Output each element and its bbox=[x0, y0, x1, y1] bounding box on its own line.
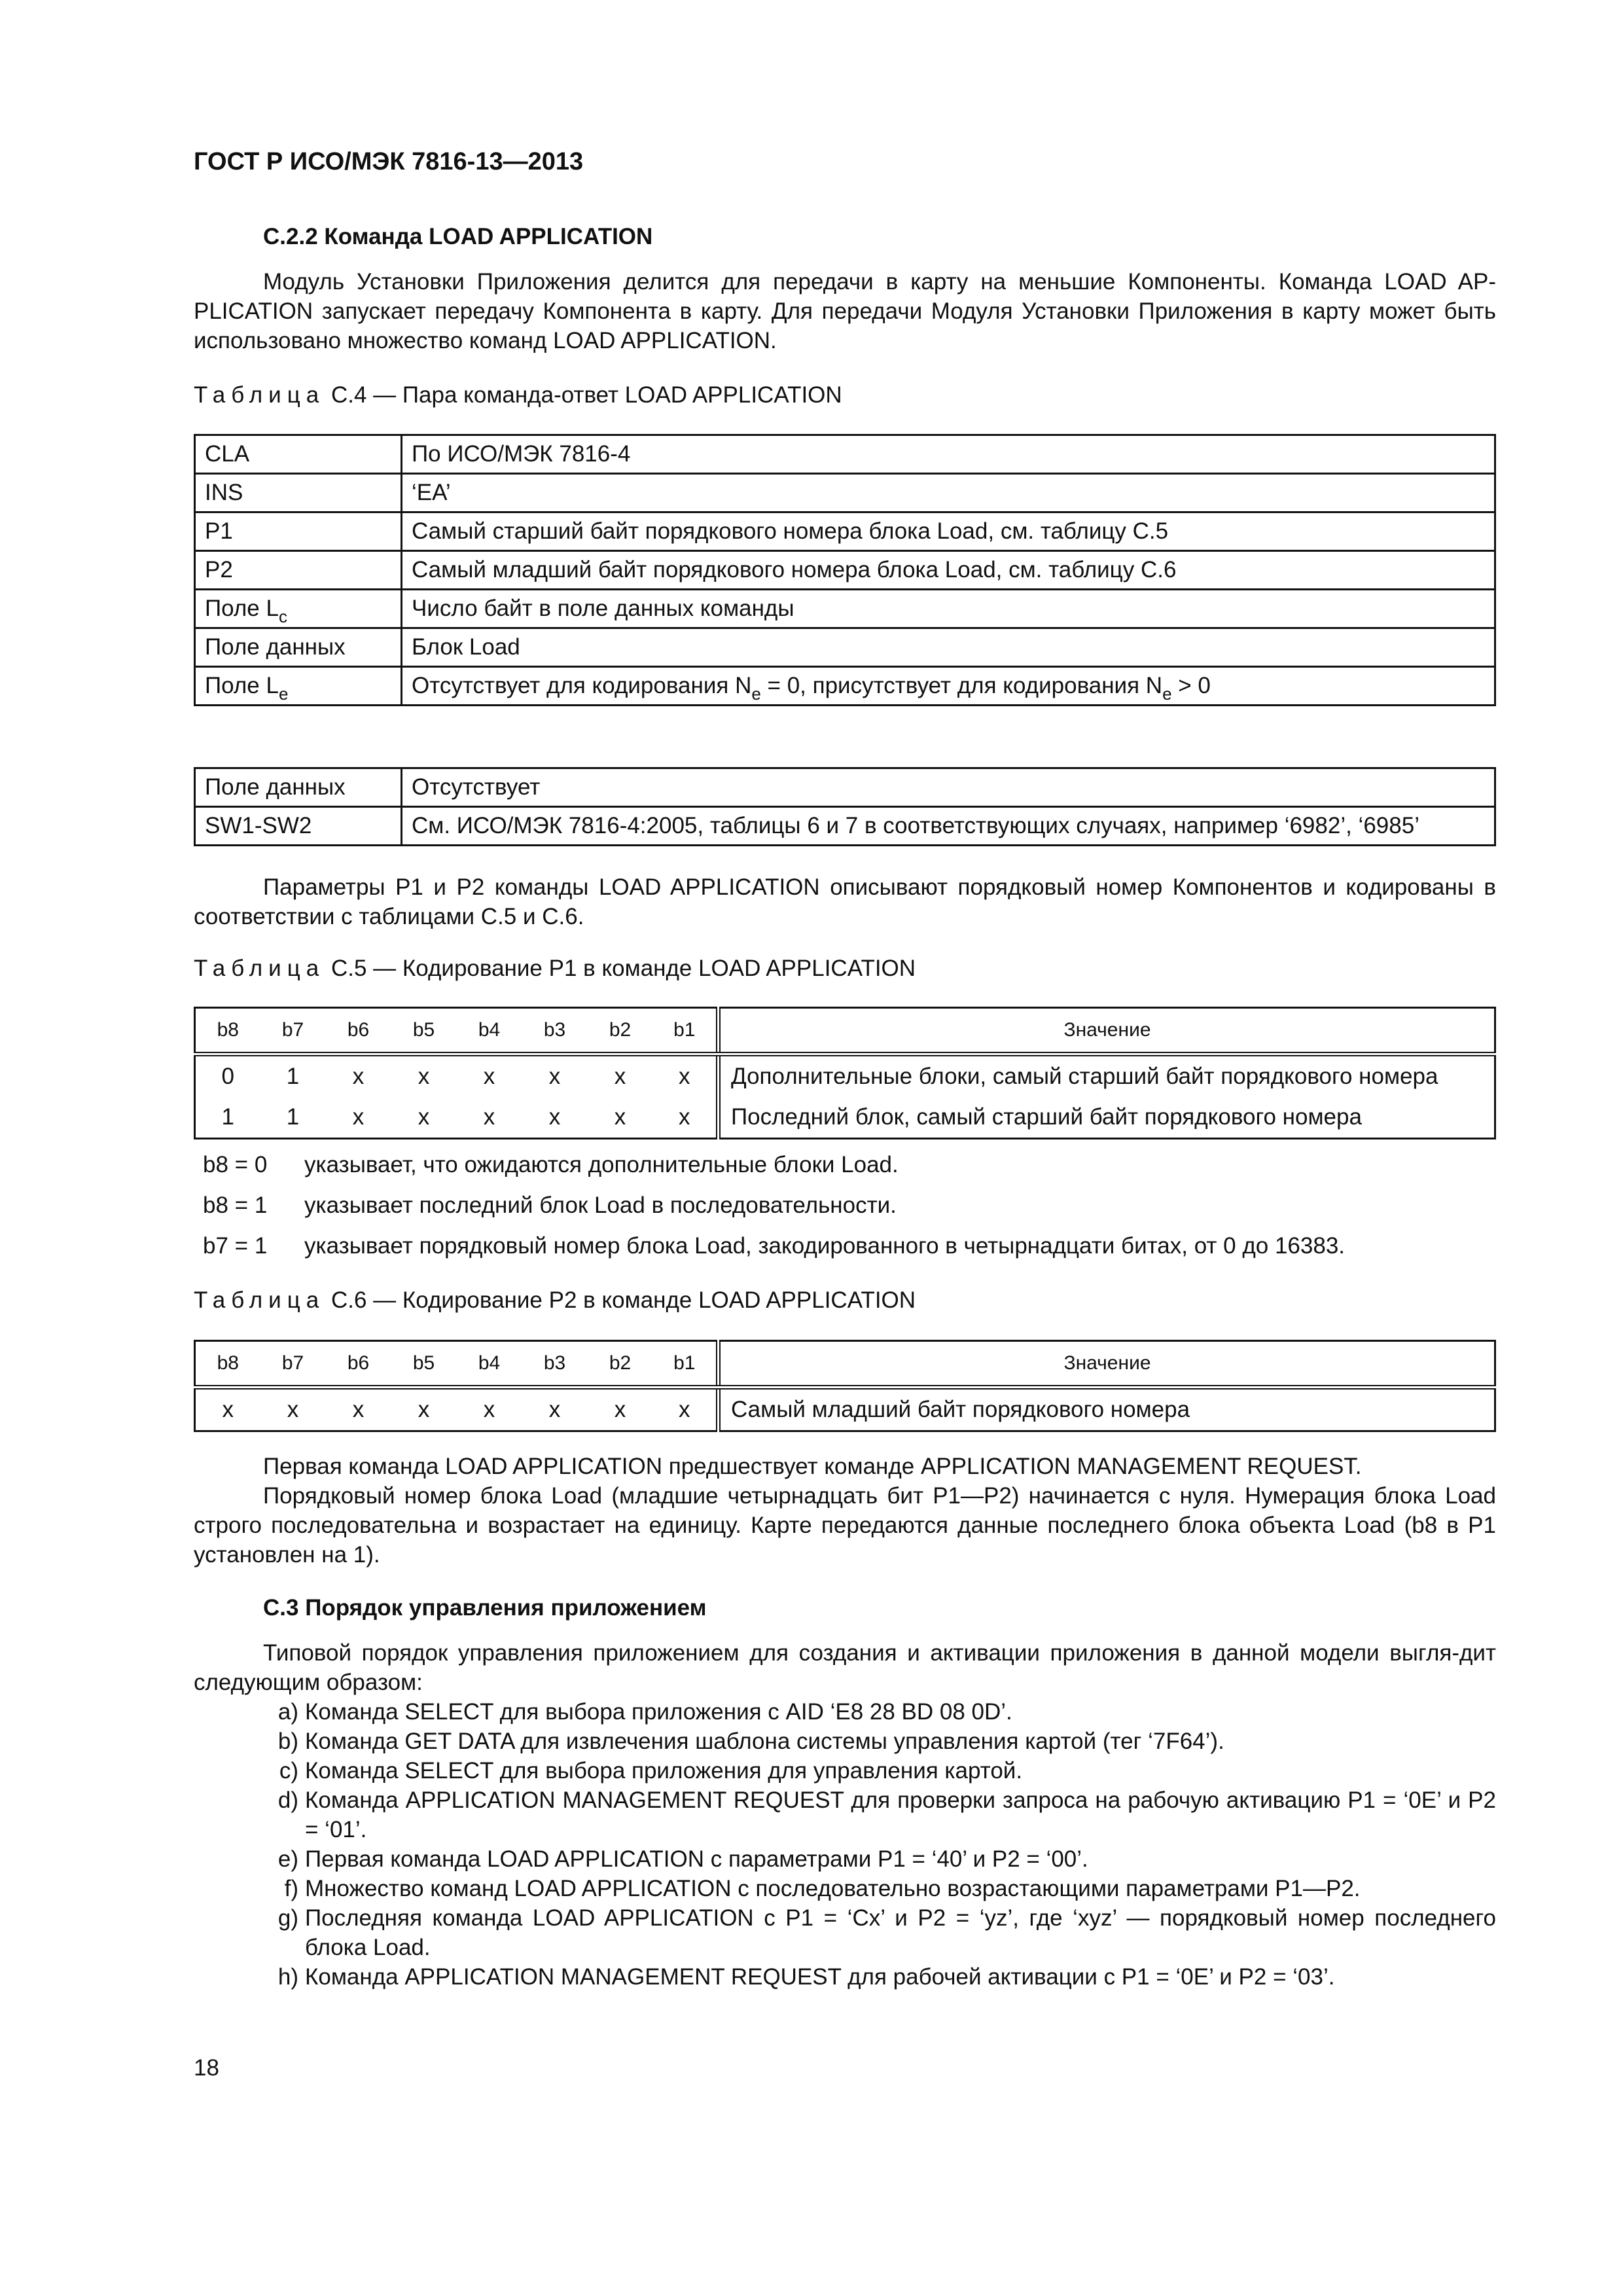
lc-key-text: Поле L bbox=[205, 596, 279, 621]
note-b8-0 bbox=[203, 1152, 899, 1178]
cell-key: P2 bbox=[195, 551, 402, 590]
note-key: b7 = 1 bbox=[203, 1233, 268, 1259]
table-c5-caption bbox=[194, 956, 916, 982]
table-row bbox=[195, 628, 1495, 667]
bit-header: b5 bbox=[391, 1008, 457, 1054]
bit-cell: x bbox=[483, 1064, 495, 1089]
bit-cell: x bbox=[352, 1064, 365, 1089]
le-val-part: = 0, присутствует для кодирования N bbox=[760, 673, 1163, 698]
list-marker: g) bbox=[277, 1905, 298, 1931]
list-item bbox=[263, 1903, 1496, 1962]
bit-cell: x bbox=[483, 1104, 495, 1130]
bit-cell: x bbox=[548, 1104, 561, 1130]
le-val-part: > 0 bbox=[1171, 673, 1211, 698]
bit-cell: 1 bbox=[221, 1104, 234, 1130]
page-number: 18 bbox=[194, 2055, 219, 2081]
bit-cell: x bbox=[548, 1064, 561, 1089]
table-row bbox=[195, 590, 1495, 628]
bit-cell: x bbox=[679, 1064, 690, 1089]
table-c6-p2-coding bbox=[194, 1340, 1496, 1432]
cell-value: См. ИСО/МЭК 7816-4:2005, таблицы 6 и 7 в соответствующих случаях, например ‘6982’, ‘6985’ bbox=[402, 807, 1495, 846]
bit-cell: x bbox=[614, 1397, 626, 1422]
bit-cell: 0 bbox=[221, 1064, 234, 1089]
list-text: Множество команд LOAD APPLICATION с последовательно возрастающими параметрами P1—P2. bbox=[305, 1876, 1361, 1901]
bit-header: b6 bbox=[326, 1008, 391, 1054]
bit-header: b7 bbox=[260, 1341, 326, 1388]
list-item bbox=[263, 1756, 1496, 1785]
caption-prefix: Таблица bbox=[194, 1287, 325, 1313]
cell-value bbox=[402, 667, 1495, 706]
bit-header: b5 bbox=[391, 1341, 457, 1388]
le-val-part: Отсутствует для кодирования N bbox=[412, 673, 752, 698]
bit-cell: x bbox=[679, 1397, 690, 1422]
bit-header: b1 bbox=[653, 1341, 719, 1388]
bit-cell: x bbox=[352, 1397, 365, 1422]
note-key: b8 = 1 bbox=[203, 1193, 268, 1218]
list-marker: b) bbox=[277, 1729, 298, 1754]
table-header-row bbox=[195, 1341, 1495, 1388]
steps-list bbox=[263, 1697, 1496, 1992]
bit-cell: x bbox=[222, 1397, 234, 1422]
list-text: Команда SELECT для выбора приложения для управления картой. bbox=[305, 1758, 1023, 1784]
cell-value: По ИСО/МЭК 7816-4 bbox=[402, 435, 1495, 474]
caption-text: C.6 — Кодирование P2 в команде LOAD APPLICATION bbox=[330, 1287, 916, 1313]
bit-header: b1 bbox=[653, 1008, 719, 1054]
meaning-cell: Самый младший байт порядкового номера bbox=[719, 1388, 1495, 1431]
paragraph-p1p2: Параметры P1 и P2 команды LOAD APPLICATION описывают порядковый номер Компонентов и кодированы в соответствии с таблицами C.5 и C.6. bbox=[194, 874, 1496, 929]
le-key-text: Поле L bbox=[205, 673, 279, 698]
cell-key: P1 bbox=[195, 512, 402, 551]
note-b7-1 bbox=[203, 1233, 1345, 1259]
bit-cell: x bbox=[352, 1104, 365, 1130]
table-row bbox=[195, 474, 1495, 512]
section-heading-c22: C.2.2 Команда LOAD APPLICATION bbox=[263, 224, 653, 249]
bit-cell: x bbox=[287, 1397, 299, 1422]
bit-header: b3 bbox=[522, 1008, 588, 1054]
caption-text: C.4 — Пара команда-ответ LOAD APPLICATION bbox=[330, 382, 842, 408]
document-page bbox=[194, 0, 1496, 2296]
list-marker: d) bbox=[277, 1787, 298, 1813]
bit-cell: x bbox=[614, 1064, 626, 1089]
caption-prefix: Таблица bbox=[194, 382, 325, 408]
cell-value: Блок Load bbox=[402, 628, 1495, 667]
paragraph-first-command: Первая команда LOAD APPLICATION предшествует команде APPLICATION MANAGEMENT REQUEST. bbox=[263, 1454, 1362, 1479]
paragraph-sequence-number: Порядковый номер блока Load (младшие четырнадцать бит P1—P2) начинается с нуля. Нумерация блока Load строго последовательна и возрастает на единицу. Карте передаются данные последнего блока объекта Load (b8 в P1 установлен на 1). bbox=[194, 1483, 1496, 1568]
bit-cell: x bbox=[418, 1397, 430, 1422]
list-text: Команда SELECT для выбора приложения с AID ‘E8 28 BD 08 0D’. bbox=[305, 1699, 1012, 1725]
table-row bbox=[195, 1388, 1495, 1431]
cell-key: SW1-SW2 bbox=[195, 807, 402, 846]
list-text: Команда APPLICATION MANAGEMENT REQUEST для проверки запроса на рабочую активацию P1 = ‘0E’ и P2 = ‘01’. bbox=[305, 1787, 1496, 1842]
list-item bbox=[263, 1874, 1496, 1903]
list-marker: f) bbox=[284, 1876, 298, 1901]
bit-cell: x bbox=[418, 1104, 430, 1130]
note-text: указывает последний блок Load в последовательности. bbox=[304, 1193, 897, 1218]
section-heading-c3: C.3 Порядок управления приложением bbox=[263, 1595, 707, 1621]
le-key-sub: e bbox=[278, 684, 289, 704]
paragraph-intro: Модуль Установки Приложения делится для передачи в карту на меньшие Компоненты. Команда LOAD AP-PLICATION запускает передачу Компонента в карту. Для передачи Модуля Установки Приложения в карту может быть использовано множество команд LOAD APPLICATION. bbox=[194, 269, 1496, 353]
cell-key: Поле данных bbox=[195, 768, 402, 807]
cell-value: Отсутствует bbox=[402, 768, 1495, 807]
caption-prefix: Таблица bbox=[194, 956, 325, 981]
cell-value: ‘EA’ bbox=[402, 474, 1495, 512]
list-marker: e) bbox=[277, 1846, 298, 1872]
bit-cell: 1 bbox=[286, 1064, 300, 1089]
bit-header: b8 bbox=[195, 1008, 260, 1054]
table-c4-response bbox=[194, 767, 1496, 846]
meaning-cell: Последний блок, самый старший байт порядкового номера bbox=[719, 1097, 1495, 1139]
list-text: Команда GET DATA для извлечения шаблона системы управления картой (тег ‘7F64’). bbox=[305, 1729, 1224, 1754]
bit-cell: x bbox=[679, 1104, 690, 1130]
note-b8-1 bbox=[203, 1193, 897, 1219]
list-item bbox=[263, 1785, 1496, 1844]
bit-cell: x bbox=[418, 1064, 430, 1089]
paragraph-c3-intro: Типовой порядок управления приложением для создания и активации приложения в данной модели выгля-дит следующим образом: bbox=[194, 1640, 1496, 1695]
bit-header: b6 bbox=[326, 1341, 391, 1388]
cell-key bbox=[195, 590, 402, 628]
list-item bbox=[263, 1844, 1496, 1874]
bit-cell: x bbox=[483, 1397, 495, 1422]
cell-key: CLA bbox=[195, 435, 402, 474]
le-val-sub: e bbox=[751, 684, 761, 704]
table-c4-caption bbox=[194, 382, 842, 408]
table-header-row bbox=[195, 1008, 1495, 1054]
bit-header: b4 bbox=[457, 1341, 522, 1388]
cell-value: Самый старший байт порядкового номера блока Load, см. таблицу C.5 bbox=[402, 512, 1495, 551]
table-c6-caption bbox=[194, 1287, 916, 1314]
meaning-header: Значение bbox=[719, 1341, 1495, 1388]
note-text: указывает порядковый номер блока Load, закодированного в четырнадцати битах, от 0 до 16383. bbox=[304, 1233, 1346, 1259]
bit-header: b2 bbox=[588, 1341, 653, 1388]
list-marker: c) bbox=[279, 1758, 298, 1784]
bit-header: b2 bbox=[588, 1008, 653, 1054]
table-row bbox=[195, 435, 1495, 474]
caption-text: C.5 — Кодирование P1 в команде LOAD APPLICATION bbox=[330, 956, 916, 981]
note-text: указывает, что ожидаются дополнительные блоки Load. bbox=[304, 1152, 899, 1177]
meaning-cell: Дополнительные блоки, самый старший байт порядкового номера bbox=[719, 1054, 1495, 1098]
list-marker: h) bbox=[277, 1964, 298, 1990]
le-val-sub: e bbox=[1162, 684, 1172, 704]
lc-key-sub: c bbox=[278, 607, 287, 626]
list-text: Последняя команда LOAD APPLICATION с P1 = ‘Cx’ и P2 = ‘yz’, где ‘xyz’ — порядковый номер последнего блока Load. bbox=[305, 1905, 1496, 1960]
table-c5-p1-coding bbox=[194, 1007, 1496, 1139]
list-marker: a) bbox=[277, 1699, 298, 1725]
table-row bbox=[195, 667, 1495, 706]
list-item bbox=[263, 1962, 1496, 1992]
cell-key: Поле данных bbox=[195, 628, 402, 667]
table-c4-command bbox=[194, 434, 1496, 706]
list-item bbox=[263, 1727, 1496, 1756]
list-text: Команда APPLICATION MANAGEMENT REQUEST для рабочей активации с P1 = ‘0E’ и P2 = ‘03’. bbox=[305, 1964, 1335, 1990]
table-row bbox=[195, 1097, 1495, 1139]
cell-value: Самый младший байт порядкового номера блока Load, см. таблицу C.6 bbox=[402, 551, 1495, 590]
cell-key: INS bbox=[195, 474, 402, 512]
bit-header: b3 bbox=[522, 1341, 588, 1388]
meaning-header: Значение bbox=[719, 1008, 1495, 1054]
table-row bbox=[195, 551, 1495, 590]
cell-value: Число байт в поле данных команды bbox=[402, 590, 1495, 628]
bit-cell: 1 bbox=[286, 1104, 300, 1130]
list-text: Первая команда LOAD APPLICATION с параметрами P1 = ‘40’ и P2 = ‘00’. bbox=[305, 1846, 1088, 1872]
bit-header: b7 bbox=[260, 1008, 326, 1054]
document-header: ГОСТ Р ИСО/МЭК 7816-13—2013 bbox=[194, 148, 584, 175]
bit-cell: x bbox=[548, 1397, 561, 1422]
bit-cell: x bbox=[614, 1104, 626, 1130]
cell-key bbox=[195, 667, 402, 706]
bit-header: b4 bbox=[457, 1008, 522, 1054]
bit-header: b8 bbox=[195, 1341, 260, 1388]
table-row bbox=[195, 1054, 1495, 1098]
table-row bbox=[195, 807, 1495, 846]
table-row bbox=[195, 512, 1495, 551]
table-row bbox=[195, 768, 1495, 807]
list-item bbox=[263, 1697, 1496, 1727]
note-key: b8 = 0 bbox=[203, 1152, 268, 1177]
